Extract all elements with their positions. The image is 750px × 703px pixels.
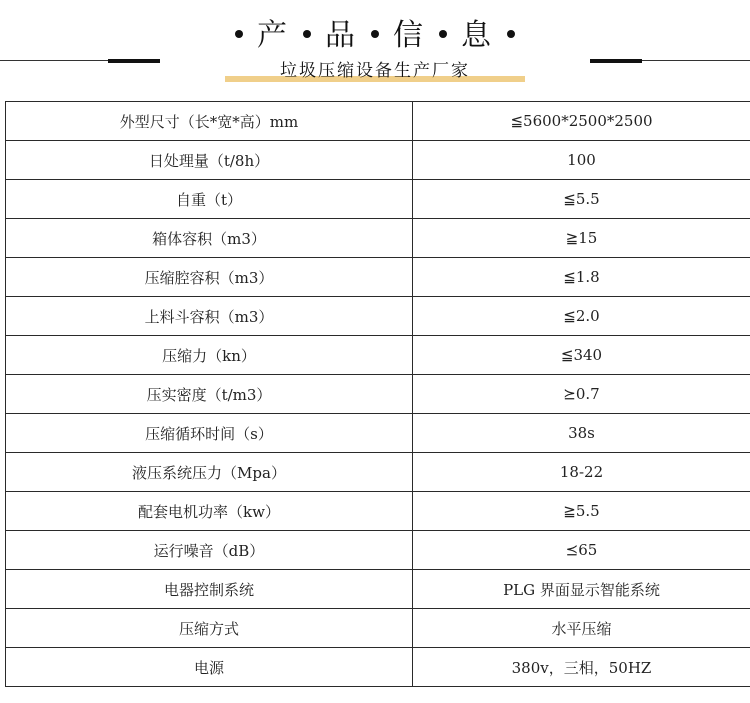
section-header bbox=[0, 0, 750, 95]
param-name-cell: 上料斗容积（m3） bbox=[6, 297, 413, 336]
title-char: 品 bbox=[325, 18, 357, 53]
param-value-cell: ≦340 bbox=[413, 336, 750, 375]
spec-table-body bbox=[6, 102, 750, 687]
title-char: 产 bbox=[257, 18, 289, 53]
section-subtitle: 垃圾压缩设备生产厂家 bbox=[280, 61, 470, 81]
table-row bbox=[6, 648, 750, 687]
param-value-cell: ≦2.0 bbox=[413, 297, 750, 336]
table-row bbox=[6, 453, 750, 492]
param-value-cell: PLG 界面显示智能系统 bbox=[413, 570, 750, 609]
param-name-cell: 电源 bbox=[6, 648, 413, 687]
param-value-cell: ≦1.8 bbox=[413, 258, 750, 297]
table-row bbox=[6, 180, 750, 219]
title-char: 息 bbox=[461, 18, 493, 53]
param-name-cell: 外型尺寸（长*宽*高）mm bbox=[6, 102, 413, 141]
table-row bbox=[6, 141, 750, 180]
section-title bbox=[0, 10, 750, 54]
param-name-cell: 运行噪音（dB） bbox=[6, 531, 413, 570]
table-row bbox=[6, 258, 750, 297]
table-row bbox=[6, 336, 750, 375]
table-row bbox=[6, 609, 750, 648]
bullet-dot-icon bbox=[371, 30, 379, 38]
param-name-cell: 箱体容积（m3） bbox=[6, 219, 413, 258]
table-row bbox=[6, 297, 750, 336]
param-value-cell: ≦5.5 bbox=[413, 180, 750, 219]
bullet-dot-icon bbox=[235, 30, 243, 38]
param-name-cell: 压实密度（t/m3） bbox=[6, 375, 413, 414]
param-name-cell: 配套电机功率（kw） bbox=[6, 492, 413, 531]
spec-table bbox=[5, 101, 750, 687]
param-name-cell: 电器控制系统 bbox=[6, 570, 413, 609]
param-name-cell: 压缩循环时间（s） bbox=[6, 414, 413, 453]
table-row bbox=[6, 414, 750, 453]
bullet-dot-icon bbox=[439, 30, 447, 38]
param-name-cell: 压缩方式 bbox=[6, 609, 413, 648]
param-value-cell: 18-22 bbox=[413, 453, 750, 492]
param-value-cell: ⪰0.7 bbox=[413, 375, 750, 414]
param-value-cell: ≧5.5 bbox=[413, 492, 750, 531]
param-value-cell: 水平压缩 bbox=[413, 609, 750, 648]
param-value-cell: ⪯65 bbox=[413, 531, 750, 570]
param-name-cell: 压缩力（kn） bbox=[6, 336, 413, 375]
table-row bbox=[6, 570, 750, 609]
param-name-cell: 液压系统压力（Mpa） bbox=[6, 453, 413, 492]
param-name-cell: 日处理量（t/8h） bbox=[6, 141, 413, 180]
title-char: 信 bbox=[393, 18, 425, 53]
param-value-cell: 100 bbox=[413, 141, 750, 180]
divider-accent-left bbox=[108, 59, 160, 63]
divider-accent-right bbox=[590, 59, 642, 63]
table-row bbox=[6, 492, 750, 531]
table-row bbox=[6, 375, 750, 414]
param-name-cell: 压缩腔容积（m3） bbox=[6, 258, 413, 297]
table-row bbox=[6, 219, 750, 258]
param-value-cell: ≧15 bbox=[413, 219, 750, 258]
bullet-dot-icon bbox=[507, 30, 515, 38]
param-value-cell: ≦5600*2500*2500 bbox=[413, 102, 750, 141]
param-value-cell: 380v，三相，50HZ bbox=[413, 648, 750, 687]
param-name-cell: 自重（t） bbox=[6, 180, 413, 219]
bullet-dot-icon bbox=[303, 30, 311, 38]
table-row bbox=[6, 531, 750, 570]
table-row bbox=[6, 102, 750, 141]
param-value-cell: 38s bbox=[413, 414, 750, 453]
